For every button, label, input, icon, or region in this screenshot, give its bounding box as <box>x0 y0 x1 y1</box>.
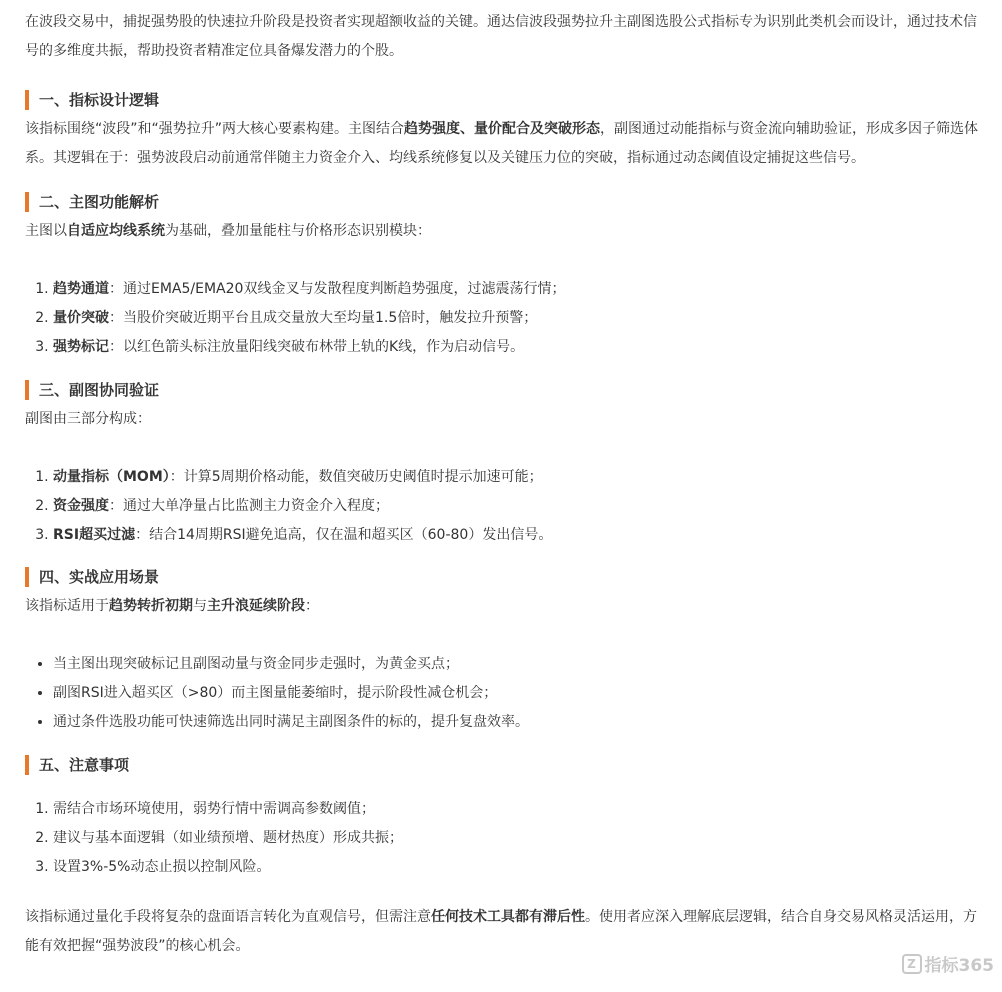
list-item: • 当主图出现突破标记且副图动量与资金同步走强时，为黄金买点； <box>53 650 980 679</box>
section1-paragraph: 该指标围绕“波段”和“强势拉升”两大核心要素构建。主图结合趋势强度、量价配合及突破形态，副图通过动能指标与资金流向辅助验证，形成多因子筛选体系。其逻辑在于：强势波段启动前通常伴随主力资金介入、均线系统修复以及关键压力位的突破，指标通过动态阈值设定捕捉这些信号。 <box>25 121 979 166</box>
section-heading-notes: 五、注意事项 <box>25 755 980 775</box>
section2-paragraph: 主图以自适应均线系统为基础，叠加量能柱与价格形态识别模块： <box>25 223 431 239</box>
list-item: • 通过条件选股功能可快速筛选出同时满足主副图条件的标的，提升复盘效率。 <box>53 708 980 737</box>
list-item: 2. 量价突破：当股价突破近期平台且成交量放大至均量1.5倍时，触发拉升预警； <box>53 304 980 333</box>
list-item: 3. 强势标记：以红色箭头标注放量阳线突破布林带上轨的K线，作为启动信号。 <box>53 333 980 362</box>
list-item: 1. 需结合市场环境使用，弱势行情中需调高参数阈值； <box>53 795 980 824</box>
main-chart-list <box>25 275 980 362</box>
article <box>25 0 980 961</box>
notes-list <box>25 795 980 882</box>
list-item: 3. 设置3%-5%动态止损以控制风险。 <box>53 853 980 882</box>
section4-paragraph: 该指标适用于趋势转折初期与主升浪延续阶段： <box>25 598 319 614</box>
section-heading-main-chart: 二、主图功能解析 <box>25 192 980 212</box>
list-item: 2. 建议与基本面逻辑（如业绩预增、题材热度）形成共振； <box>53 824 980 853</box>
sub-chart-list <box>25 463 980 550</box>
watermark-text: 指标365 <box>924 956 994 976</box>
section-heading-sub-chart: 三、副图协同验证 <box>25 380 980 400</box>
section-heading-design-logic: 一、指标设计逻辑 <box>25 90 980 110</box>
use-case-list <box>25 650 980 737</box>
z-logo-icon: Z <box>902 954 922 974</box>
section3-paragraph: 副图由三部分构成： <box>25 411 151 427</box>
section-heading-use-cases: 四、实战应用场景 <box>25 567 980 587</box>
list-item: 2. 资金强度：通过大单净量占比监测主力资金介入程度； <box>53 492 980 521</box>
list-item: 1. 动量指标（MOM）：计算5周期价格动能，数值突破历史阈值时提示加速可能； <box>53 463 980 492</box>
watermark <box>902 951 995 976</box>
intro-paragraph: 在波段交易中，捕捉强势股的快速拉升阶段是投资者实现超额收益的关键。通达信波段强势拉升主副图选股公式指标专为识别此类机会而设计，通过技术信号的多维度共振，帮助投资者精准定位具备爆发潜力的个股。 <box>25 14 977 59</box>
outro-paragraph: 该指标通过量化手段将复杂的盘面语言转化为直观信号，但需注意任何技术工具都有滞后性。使用者应深入理解底层逻辑，结合自身交易风格灵活运用，方能有效把握“强势波段”的核心机会。 <box>25 909 977 954</box>
list-item: • 副图RSI进入超买区（>80）而主图量能萎缩时，提示阶段性减仓机会； <box>53 679 980 708</box>
list-item: 1. 趋势通道：通过EMA5/EMA20双线金叉与发散程度判断趋势强度，过滤震荡行情； <box>53 275 980 304</box>
list-item: 3. RSI超买过滤：结合14周期RSI避免追高，仅在温和超买区（60-80）发出信号。 <box>53 521 980 550</box>
